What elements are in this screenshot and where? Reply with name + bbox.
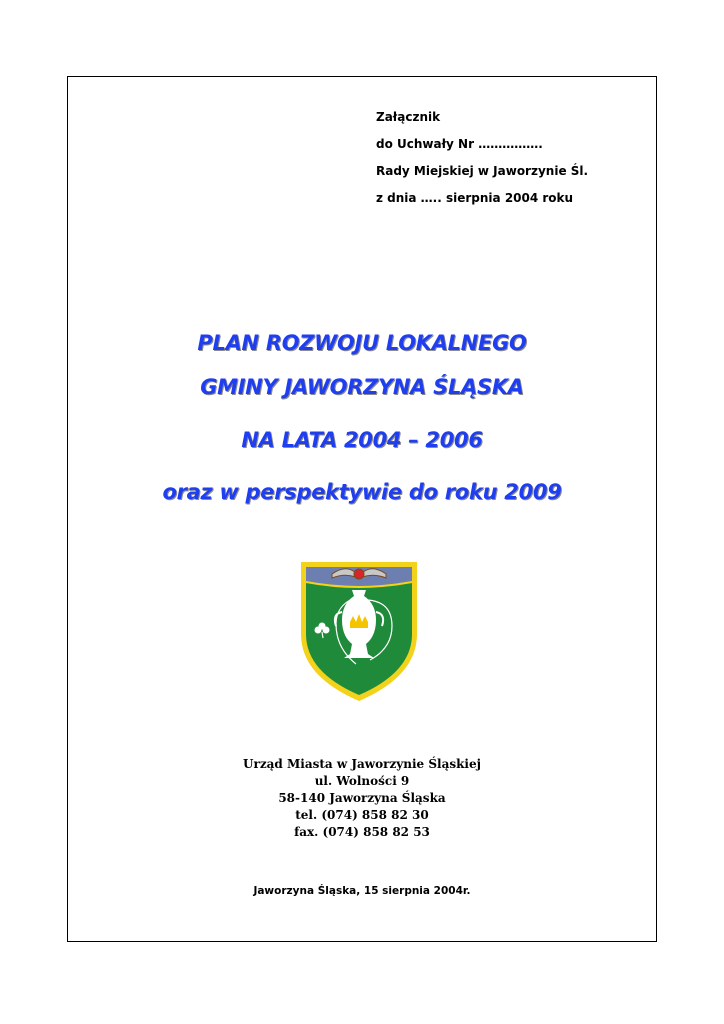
title-line-2: GMINY JAWORZYNA ŚLĄSKA	[200, 375, 524, 399]
coat-of-arms-icon	[296, 556, 422, 704]
address-fax: fax. (074) 858 82 53	[294, 825, 430, 839]
address-phone: tel. (074) 858 82 30	[295, 808, 429, 822]
address-line-3: 58-140 Jaworzyna Śląska	[278, 791, 446, 805]
title-line-3: NA LATA 2004 – 2006	[241, 428, 483, 452]
annex-line-2: do Uchwały Nr …………….	[376, 137, 543, 151]
office-address	[0, 756, 724, 841]
place-and-date: Jaworzyna Śląska, 15 sierpnia 2004r.	[253, 885, 471, 897]
annex-line-1: Załącznik	[376, 110, 441, 124]
annex-note	[376, 104, 588, 212]
annex-line-4: z dnia ….. sierpnia 2004 roku	[376, 191, 574, 205]
title-line-4: oraz w perspektywie do roku 2009	[162, 480, 562, 504]
annex-line-3: Rady Miejskiej w Jaworzynie Śl.	[376, 164, 589, 178]
address-line-2: ul. Wolności 9	[314, 774, 410, 788]
title-line-1: PLAN ROZWOJU LOKALNEGO	[197, 331, 527, 355]
address-line-1: Urząd Miasta w Jaworzynie Śląskiej	[243, 757, 481, 771]
